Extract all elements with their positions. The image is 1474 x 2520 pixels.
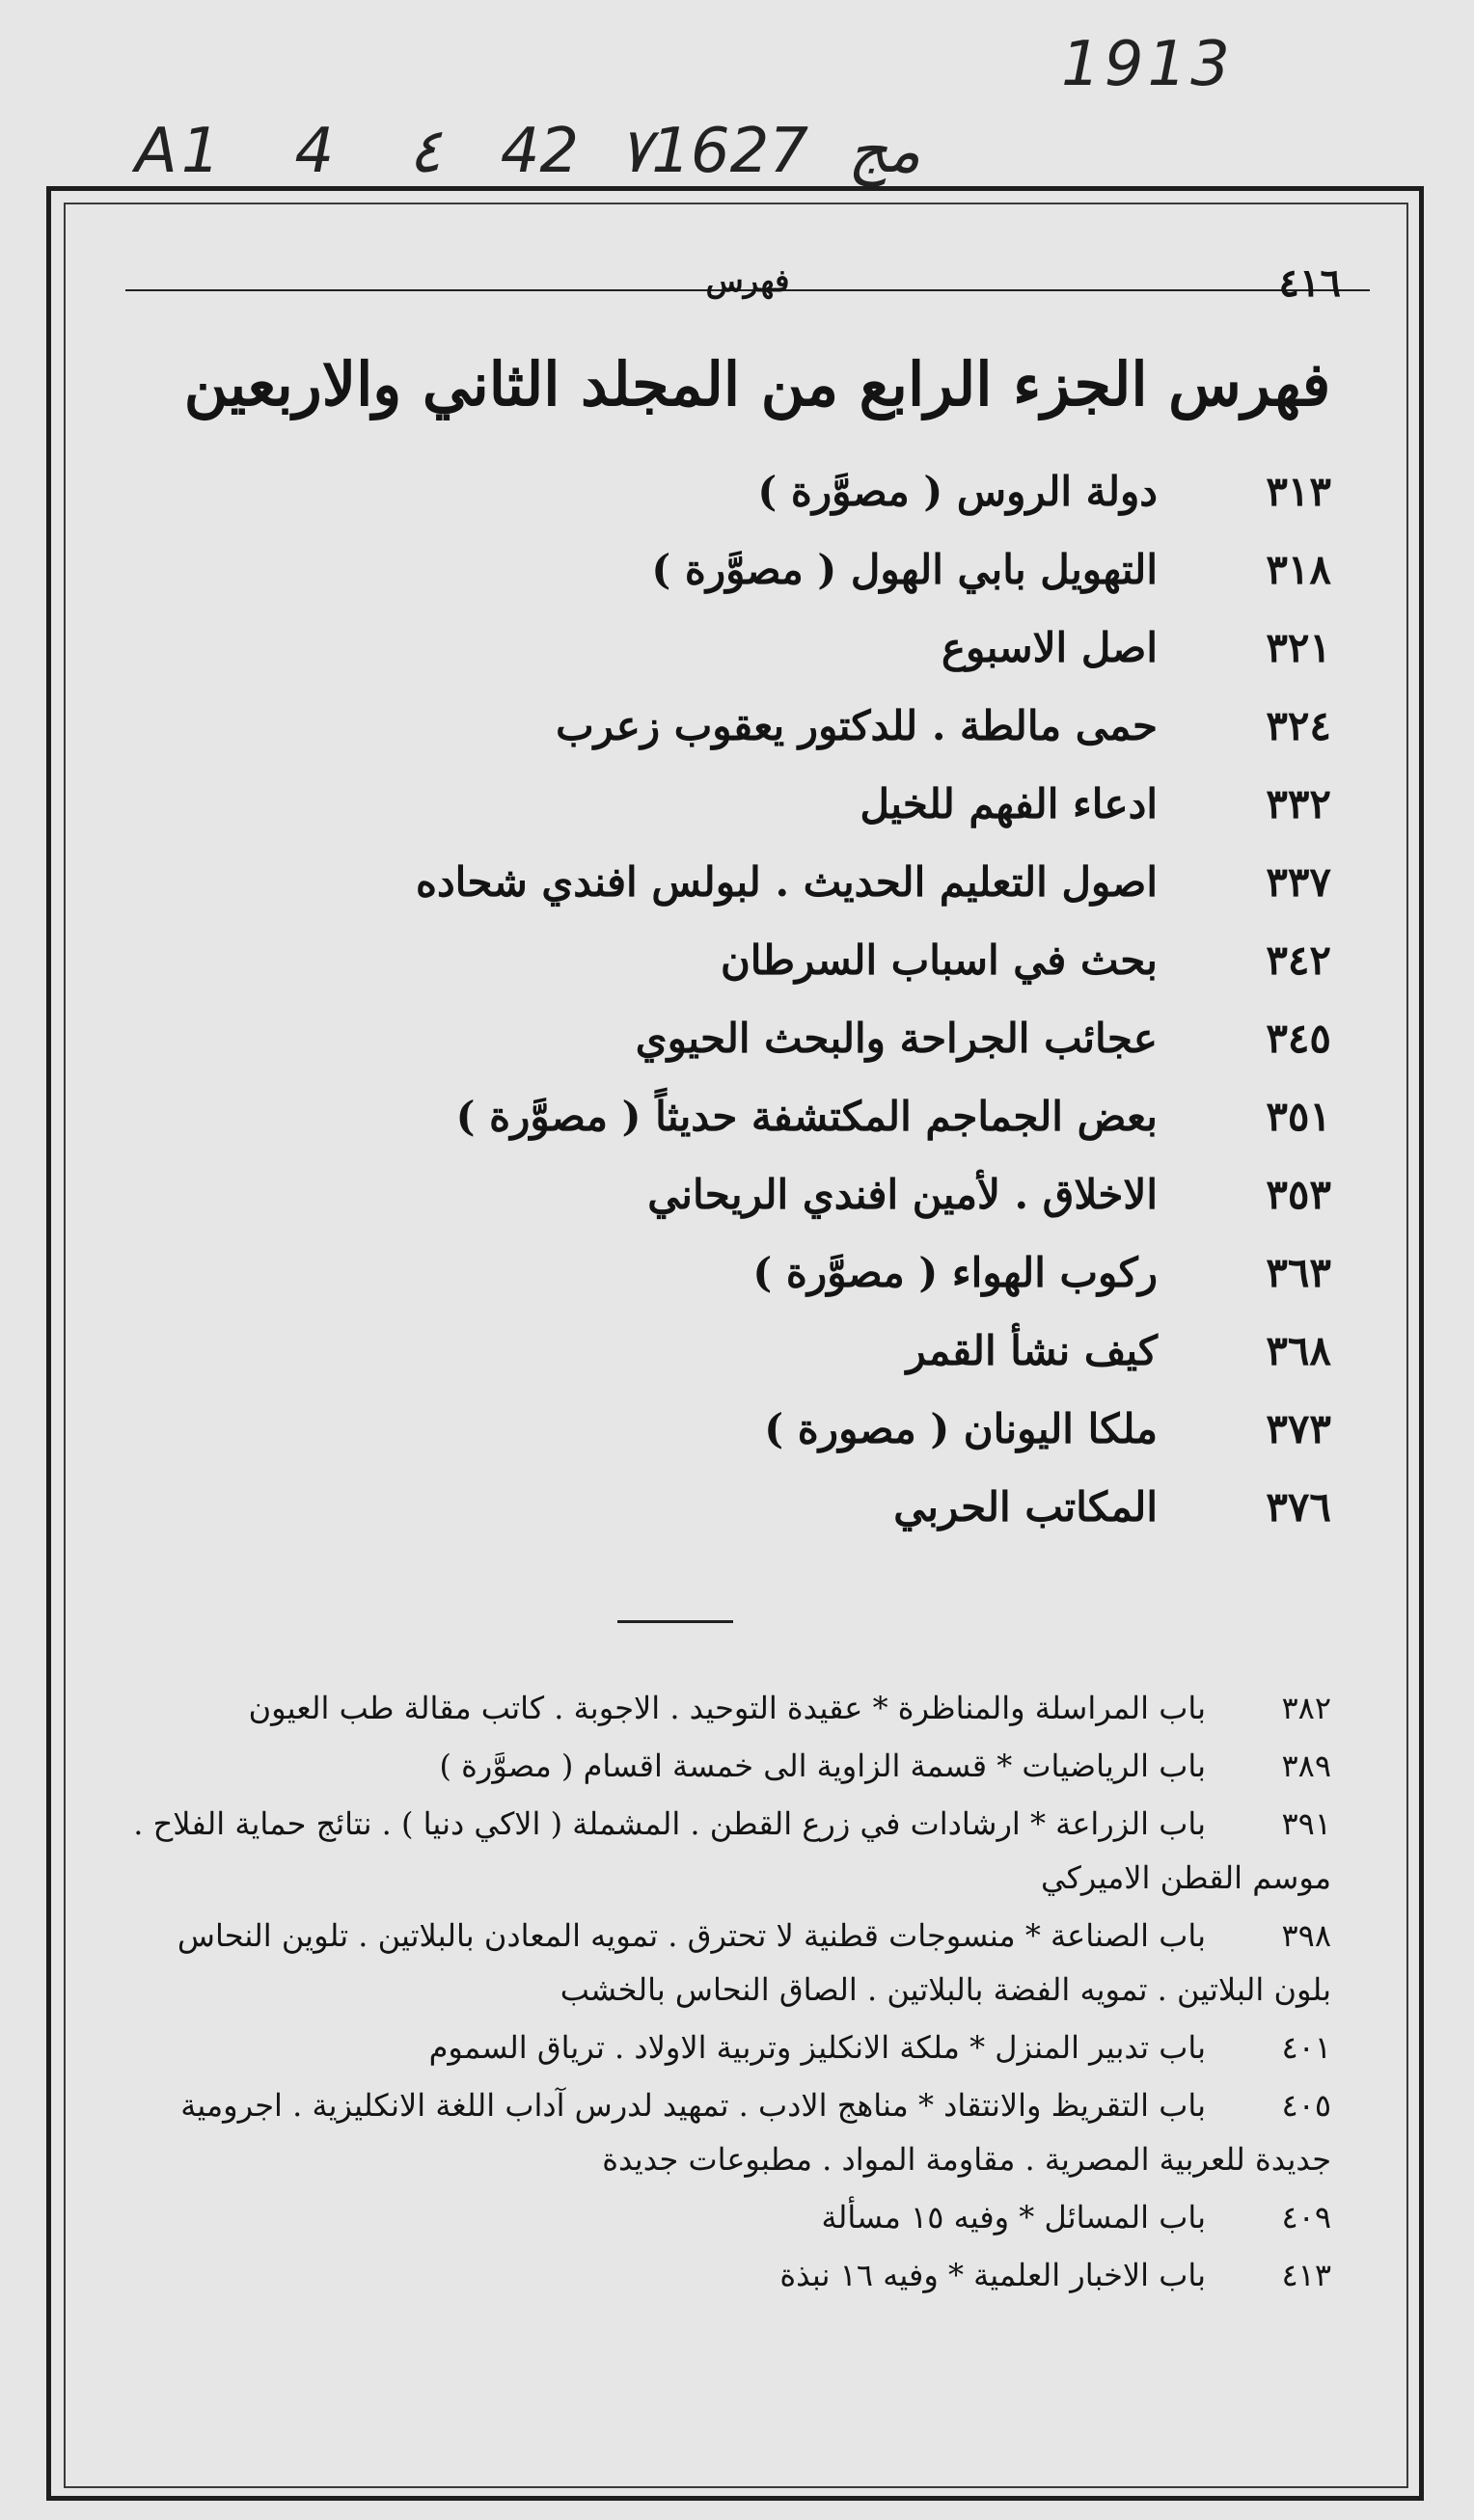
section-entry (77, 1681, 1360, 1735)
section-line-1: باب التقريظ والانتقاد * مناهج الادب . تمهيد لدرس آداب اللغة الانكليزية . اجرومية (180, 2087, 1206, 2124)
toc-entry (77, 1483, 1351, 1561)
toc-entry (77, 1327, 1351, 1405)
section-entry (77, 2078, 1360, 2186)
section-page-number: ٣٨٩ (1281, 1748, 1331, 1784)
section-line-2: بلون البلاتين . تمويه الفضة بالبلاتين . الصاق النحاس بالخشب (560, 1971, 1331, 2008)
toc-entry (77, 1171, 1351, 1249)
section-page-number: ٣٨٢ (1281, 1690, 1331, 1726)
toc-entry (77, 780, 1351, 858)
section-entry (77, 1739, 1360, 1793)
section-line-2: موسم القطن الاميركي (1040, 1859, 1331, 1896)
section-text (96, 1739, 1206, 1793)
toc-page-number: ٣٥١ (1266, 1093, 1331, 1140)
toc-entry (77, 1093, 1351, 1171)
section-line-1: باب تدبير المنزل * ملكة الانكليز وتربية الاولاد . ترياق السموم (428, 2029, 1206, 2066)
toc-title: اصول التعليم الحديث . لبولس افندي شحاده (415, 858, 1158, 906)
toc-page-number: ٣٥٣ (1266, 1171, 1331, 1218)
toc-page-number: ٣٢٤ (1266, 702, 1331, 749)
toc-title: بحث في اسباب السرطان (720, 936, 1158, 984)
section-page-number: ٣٩٨ (1281, 1917, 1331, 1954)
toc-title: اصل الاسبوع (941, 624, 1158, 671)
toc-page-number: ٣٢١ (1266, 624, 1331, 671)
section-page-number: ٤٠١ (1281, 2029, 1331, 2066)
toc-entry (77, 936, 1351, 1015)
toc-title: ملكا اليونان ( مصورة ) (764, 1405, 1158, 1452)
toc-title: ركوب الهواء ( مصوَّرة ) (752, 1249, 1158, 1296)
toc-page-number: ٣١٣ (1266, 468, 1331, 515)
toc-page-number: ٣٤٢ (1266, 936, 1331, 984)
running-title: فهرس (705, 262, 790, 299)
section-line-1: باب المسائل * وفيه ١٥ مسألة (821, 2199, 1206, 2235)
toc-title: حمى مالطة . للدكتور يعقوب زعرب (556, 702, 1158, 749)
section-page-number: ٤٠٥ (1281, 2087, 1331, 2124)
table-of-contents (77, 468, 1379, 1561)
page-number: ٤١٦ (1278, 260, 1341, 306)
toc-page-number: ٣٤٥ (1266, 1015, 1331, 1062)
toc-page-number: ٣٧٦ (1266, 1483, 1331, 1531)
toc-page-number: ٣١٨ (1266, 546, 1331, 593)
section-entry (77, 1909, 1360, 2017)
handwritten-year: 1913 (1061, 29, 1234, 100)
section-text (96, 2248, 1206, 2302)
running-header (125, 222, 1370, 306)
toc-entry (77, 858, 1351, 936)
section-line-1: باب المراسلة والمناظرة * عقيدة التوحيد . الاجوبة . كاتب مقالة طب العيون (248, 1690, 1206, 1726)
toc-title: كيف نشأ القمر (906, 1327, 1158, 1374)
section-line-2: جديدة للعربية المصرية . مقاومة المواد . مطبوعات جديدة (602, 2141, 1331, 2178)
ornament-separator (617, 1614, 733, 1623)
section-text (96, 2190, 1206, 2244)
section-line-1: باب الرياضيات * قسمة الزاوية الى خمسة اقسام ( مصوَّرة ) (439, 1748, 1206, 1784)
toc-page-number: ٣٣٢ (1266, 780, 1331, 827)
toc-entry (77, 1405, 1351, 1483)
toc-entry (77, 1249, 1351, 1327)
section-entry (77, 2190, 1360, 2244)
toc-title: ادعاء الفهم للخيل (860, 780, 1158, 827)
toc-title: عجائب الجراحة والبحث الحيوي (635, 1015, 1158, 1062)
toc-title: الاخلاق . لأمين افندي الريحاني (647, 1171, 1158, 1218)
section-line-1: باب الزراعة * ارشادات في زرع القطن . المشملة ( الاكي دنيا ) . نتائج حماية الفلاح . (133, 1805, 1206, 1842)
toc-title: المكاتب الحربي (893, 1483, 1158, 1531)
toc-entry (77, 624, 1351, 702)
sections-list (77, 1681, 1379, 2302)
toc-page-number: ٣٣٧ (1266, 858, 1331, 906)
section-entry (77, 1797, 1360, 1905)
handwritten-shelf-code: A1 4 ٤ 42 مج ٧1627 (135, 116, 921, 187)
section-text (96, 2020, 1206, 2074)
toc-entry (77, 468, 1351, 546)
toc-title: التهويل بابي الهول ( مصوَّرة ) (651, 546, 1158, 593)
toc-entry (77, 546, 1351, 624)
section-entry (77, 2020, 1360, 2074)
toc-entry (77, 702, 1351, 780)
section-entry (77, 2248, 1360, 2302)
toc-page-number: ٣٦٨ (1266, 1327, 1331, 1374)
section-page-number: ٤١٣ (1281, 2257, 1331, 2293)
index-title: فهرس الجزء الرابع من المجلد الثاني والاربعين (183, 349, 1331, 420)
page-content (77, 222, 1379, 2479)
toc-entry (77, 1015, 1351, 1093)
toc-page-number: ٣٦٣ (1266, 1249, 1331, 1296)
section-page-number: ٣٩١ (1281, 1805, 1331, 1842)
toc-title: دولة الروس ( مصوَّرة ) (757, 468, 1158, 515)
section-line-1: باب الصناعة * منسوجات قطنية لا تحترق . تمويه المعادن بالبلاتين . تلوين النحاس (177, 1917, 1206, 1954)
section-text (96, 1681, 1206, 1735)
section-page-number: ٤٠٩ (1281, 2199, 1331, 2235)
section-line-1: باب الاخبار العلمية * وفيه ١٦ نبذة (779, 2257, 1206, 2293)
toc-title: بعض الجماجم المكتشفة حديثاً ( مصوَّرة ) (455, 1093, 1158, 1140)
toc-page-number: ٣٧٣ (1266, 1405, 1331, 1452)
